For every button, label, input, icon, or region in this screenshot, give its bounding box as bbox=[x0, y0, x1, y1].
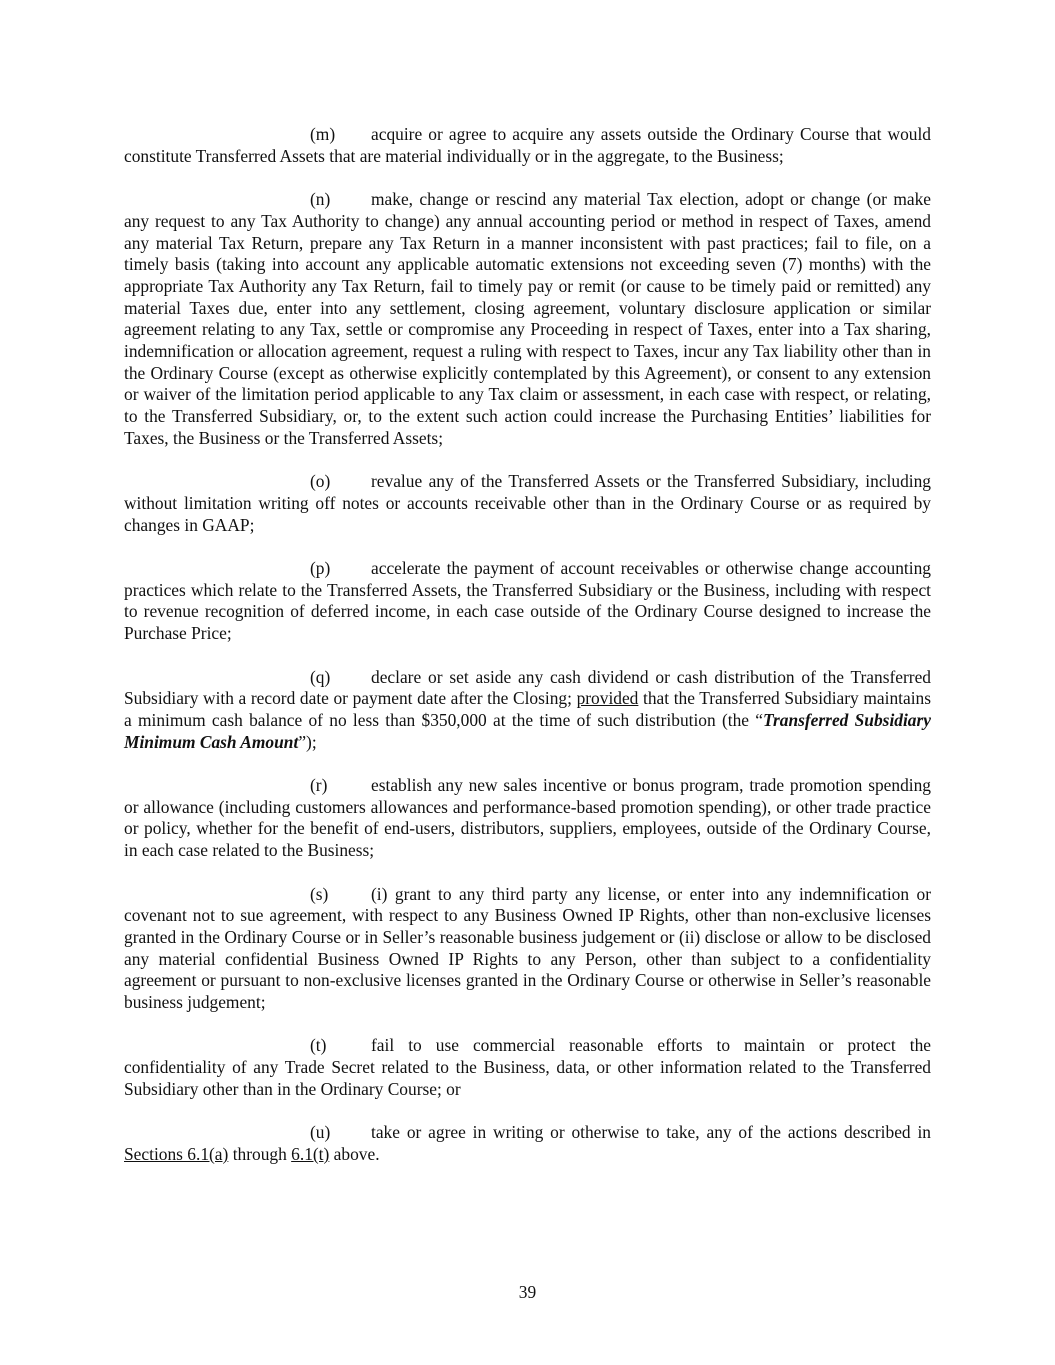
section-reference-link[interactable]: Sections 6.1(a) bbox=[124, 1143, 229, 1164]
clause-q bbox=[124, 667, 931, 754]
page-number: 39 bbox=[518, 1282, 537, 1302]
clause-r bbox=[124, 775, 931, 862]
clause-n bbox=[124, 189, 931, 449]
clause-text: acquire or agree to acquire any assets outside the Ordinary Course that would constitute Transferred Assets that are material individually or in the aggregate, to the Business; bbox=[124, 124, 931, 166]
clause-label: (q) bbox=[310, 666, 331, 687]
clause-p bbox=[124, 558, 931, 645]
clause-label: (s) bbox=[310, 883, 329, 904]
document-page bbox=[124, 124, 931, 1187]
clause-text-end: above. bbox=[333, 1143, 380, 1164]
clause-text: declare or set aside any cash dividend or cash distribution of the Transferred Subsidiary with a record date or payment date after the Closing; bbox=[124, 666, 931, 709]
clause-text: make, change or rescind any material Tax election, adopt or change (or make any request to any Tax Authority to change) any annual accounting period or method in respect of Taxes, amend any material Tax Return, prepare any Tax Return in a manner inconsistent with past practices; fail to file, on a timely basis (taking into account any applicable automatic extensions not exceeding seven (7) months) with the appropriate Tax Authority any Tax Return, fail to timely pay or remit (or cause to be timely paid or remitted) any material Taxes due, enter into any settlement, closing agreement, voluntary disclosure application or similar agreement relating to any Tax, settle or compromise any Proceeding in respect of Taxes, enter into a Tax sharing, indemnification or allocation agreement, request a ruling with respect to Taxes, incur any Tax liability other than in the Ordinary Course (except as otherwise explicitly contemplated by this Agreement), or consent to any extension or waiver of the limitation period applicable to any Tax claim or assessment, in each case with respect, or relating, to the Transferred Subsidiary, or, to the extent such action could increase the Purchasing Entities’ liabilities for Taxes, the Business or the Transferred Assets; bbox=[124, 189, 931, 448]
clause-text: accelerate the payment of account receivables or otherwise change accounting practices which relate to the Transferred Assets, the Transferred Subsidiary or the Business, including with respect to revenue recognition of deferred income, in each case outside of the Ordinary Course designed to increase the Purchase Price; bbox=[124, 558, 931, 644]
clause-s bbox=[124, 884, 931, 1014]
clause-text: fail to use commercial reasonable efforts to maintain or protect the confidentiality of any Trade Secret related to the Business, data, or other information related to the Transferred Subsidiary other than in the Ordinary Course; or bbox=[124, 1035, 931, 1099]
section-reference-link[interactable]: 6.1(t) bbox=[291, 1143, 330, 1164]
clause-text: take or agree in writing or otherwise to take, any of the actions described in bbox=[371, 1122, 931, 1143]
clause-text: (i) grant to any third party any license, or enter into any indemnification or covenant not to sue agreement, with respect to any Business Owned IP Rights, other than non-exclusive licenses granted in the Ordinary Course or in Seller’s reasonable business judgement or (ii) disclose or allow to be disclosed any material confidential Business Owned IP Rights to any Person, other than subject to a confidentiality agreement or pursuant to non-exclusive licenses granted in the Ordinary Course or otherwise in Seller’s reasonable business judgement; bbox=[124, 883, 931, 1013]
clause-text-continued: that the Transferred Subsidiary maintains a minimum cash balance of no less than $350,000 at the time of such distribution (the “ bbox=[124, 688, 931, 730]
clause-label: (t) bbox=[310, 1035, 327, 1056]
clause-text: revalue any of the Transferred Assets or the Transferred Subsidiary, including without limitation writing off notes or accounts receivable other than in the Ordinary Course or as required by changes in GAAP; bbox=[124, 471, 931, 535]
clause-m bbox=[124, 124, 931, 167]
clause-u bbox=[124, 1122, 931, 1165]
clause-label: (o) bbox=[310, 471, 331, 492]
clause-label: (n) bbox=[310, 189, 331, 210]
clause-label: (r) bbox=[310, 775, 328, 796]
clause-o bbox=[124, 471, 931, 536]
clause-label: (u) bbox=[310, 1122, 331, 1143]
clause-text: establish any new sales incentive or bonus program, trade promotion spending or allowance (including customers allowances and performance-based promotion spending), or other trade practice or policy, whether for the benefit of end-users, distributors, suppliers, employees, outside of the Ordinary Course, in each case related to the Business; bbox=[124, 775, 931, 861]
clause-text-end: ”); bbox=[298, 731, 317, 752]
defined-term: Transferred Subsidiary Minimum Cash Amount bbox=[124, 709, 931, 752]
clause-text-continued: through bbox=[232, 1143, 287, 1164]
clause-label: (p) bbox=[310, 558, 331, 579]
clause-label: (m) bbox=[310, 124, 336, 144]
clause-t bbox=[124, 1035, 931, 1100]
provided-underlined: provided bbox=[576, 688, 639, 709]
